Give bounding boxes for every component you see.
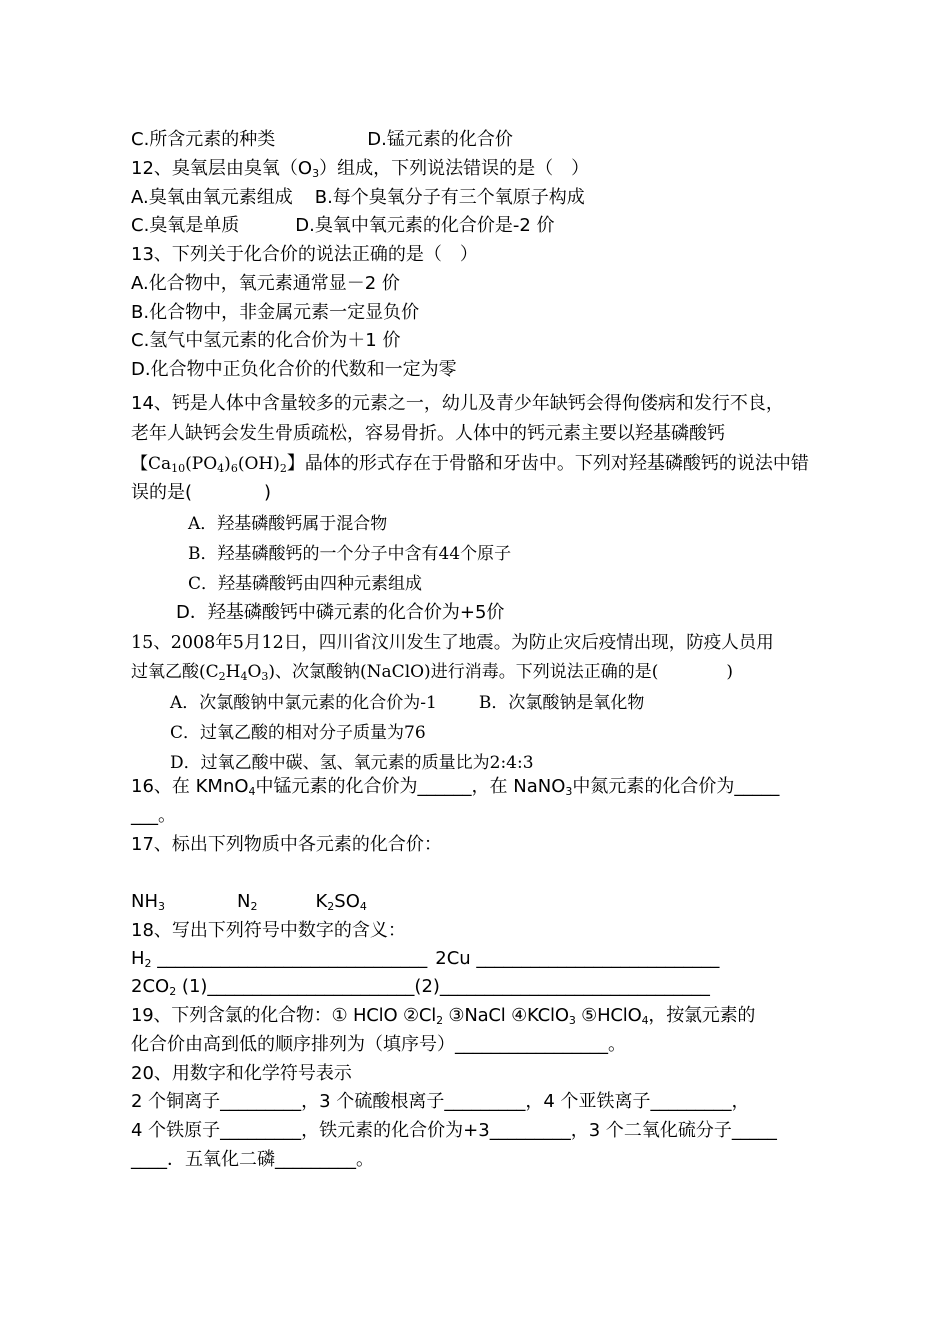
q19-stem-line-2: 化合价由高到低的顺序排列为（填序号）_________________。 <box>131 1034 626 1055</box>
q18-line-1 <box>131 948 719 970</box>
q15-stem-line-1: 15、2008年5月12日，四川省汶川发生了地震。为防止灾后疫情出现，防疫人员用 <box>131 633 774 653</box>
q14-option-d: D．羟基磷酸钙中磷元素的化合价为+5价 <box>176 602 505 623</box>
q15-option-b: B．次氯酸钠是氧化物 <box>478 693 645 713</box>
q11-option-row <box>131 129 513 151</box>
q18-stem: 18、写出下列符号中数字的含义： <box>131 920 406 941</box>
q12-option-c: C.臭氧是单质 <box>131 215 240 236</box>
q14-stem-line-4: 误的是( ) <box>131 482 272 503</box>
q20-line-1[interactable]: 2 个铜离子_________，3 个硫酸根离子_________，4 个亚铁离子_________， <box>131 1091 750 1112</box>
q17-formulas <box>131 891 367 913</box>
q16-continuation: ___。 <box>131 805 176 826</box>
q17-formula-nh3: $NH_3$ <box>131 891 165 913</box>
q13-option-c: C.氢气中氢元素的化合价为＋1 价 <box>131 330 401 351</box>
q12-option-row-2 <box>131 215 555 237</box>
q20-stem: 20、用数字和化学符号表示 <box>131 1063 352 1084</box>
q18-co2-blanks[interactable]: (1)_______________________(2)______________________________ <box>176 976 710 997</box>
q18-2cu-blank[interactable]: 2Cu ___________________________ <box>435 948 720 969</box>
q19-stem-line-1: 19、下列含氯的化合物：① HClO $②Cl_2$ ③NaCl ④KClO$_3$ ⑤HClO$_4$，按氯元素的 <box>131 1005 756 1027</box>
q16-stem: 16、在 KMnO$_4$中锰元素的化合价为______，在 NaNO$_3$中氮元素的化合价为_____ <box>131 776 780 798</box>
q15-option-c: C．过氧乙酸的相对分子质量为76 <box>170 723 426 743</box>
q18-h2: $H_2$ ______________________________ <box>131 948 428 970</box>
q12-option-row-1 <box>131 187 585 209</box>
q20-line-3[interactable]: ____．五氧化二磷_________。 <box>131 1149 374 1170</box>
q12-option-d: D.臭氧中氧元素的化合价是-2 价 <box>295 215 555 236</box>
q11-option-c: C.所含元素的种类 <box>131 129 276 150</box>
q18-h2-blank[interactable]: ______________________________ <box>151 948 428 969</box>
q15-option-d: D．过氧乙酸中碳、氢、氧元素的质量比为2:4:3 <box>170 753 534 773</box>
q14-option-a: A．羟基磷酸钙属于混合物 <box>188 514 388 534</box>
q14-formula: 【$Ca_{10}(PO_4)_6(OH)_2$ <box>131 454 287 475</box>
q14-option-b: B．羟基磷酸钙的一个分子中含有44个原子 <box>188 544 512 564</box>
q15-option-row-1 <box>170 692 644 714</box>
q13-stem: 13、下列关于化合价的说法正确的是（ ） <box>131 244 478 265</box>
q20-line-2[interactable]: 4 个铁原子_________，铁元素的化合价为+3_________，3 个二氧化硫分子_____ <box>131 1120 777 1141</box>
q18-line-2: $2CO_2$ (1)_______________________(2)______________________________ <box>131 976 710 998</box>
q11-option-d: D.锰元素的化合价 <box>367 129 513 150</box>
q17-formula-n2: $N_2$ <box>237 891 258 913</box>
q12-option-b: B.每个臭氧分子有三个氧原子构成 <box>314 187 585 208</box>
q14-stem-line-3: 【$Ca_{10}(PO_4)_6(OH)_2$】晶体的形式存在于骨骼和牙齿中。下列对羟基磷酸钙的说法中错 <box>131 453 809 475</box>
q17-formula-k2so4: $K_2SO_4$ <box>315 891 367 913</box>
q12-option-a: A.臭氧由氧元素组成 <box>131 187 293 208</box>
q17-stem: 17、标出下列物质中各元素的化合价： <box>131 834 442 855</box>
q15-option-a: A．次氯酸钠中氯元素的化合价为-1 <box>170 693 437 713</box>
q15-stem-line-2: 过氧乙酸$(C_2H_4O_3)$、次氯酸钠(NaClO)进行消毒。下列说法正确的是( ) <box>131 662 733 683</box>
q13-option-b: B.化合物中，非金属元素一定显负价 <box>131 302 420 323</box>
q13-option-d: D.化合物中正负化合价的代数和一定为零 <box>131 359 457 380</box>
q13-option-a: A.化合物中，氧元素通常显－2 价 <box>131 273 400 294</box>
q14-stem-line-1: 14、钙是人体中含量较多的元素之一，幼儿及青少年缺钙会得佝偻病和发行不良， <box>131 393 784 414</box>
q14-option-c: C．羟基磷酸钙由四种元素组成 <box>188 574 423 594</box>
q12-stem: 12、臭氧层由臭氧$(O_3)$组成，下列说法错误的是（ ） <box>131 158 590 180</box>
q14-stem-line-2: 老年人缺钙会发生骨质疏松，容易骨折。人体中的钙元素主要以羟基磷酸钙 <box>131 423 725 444</box>
